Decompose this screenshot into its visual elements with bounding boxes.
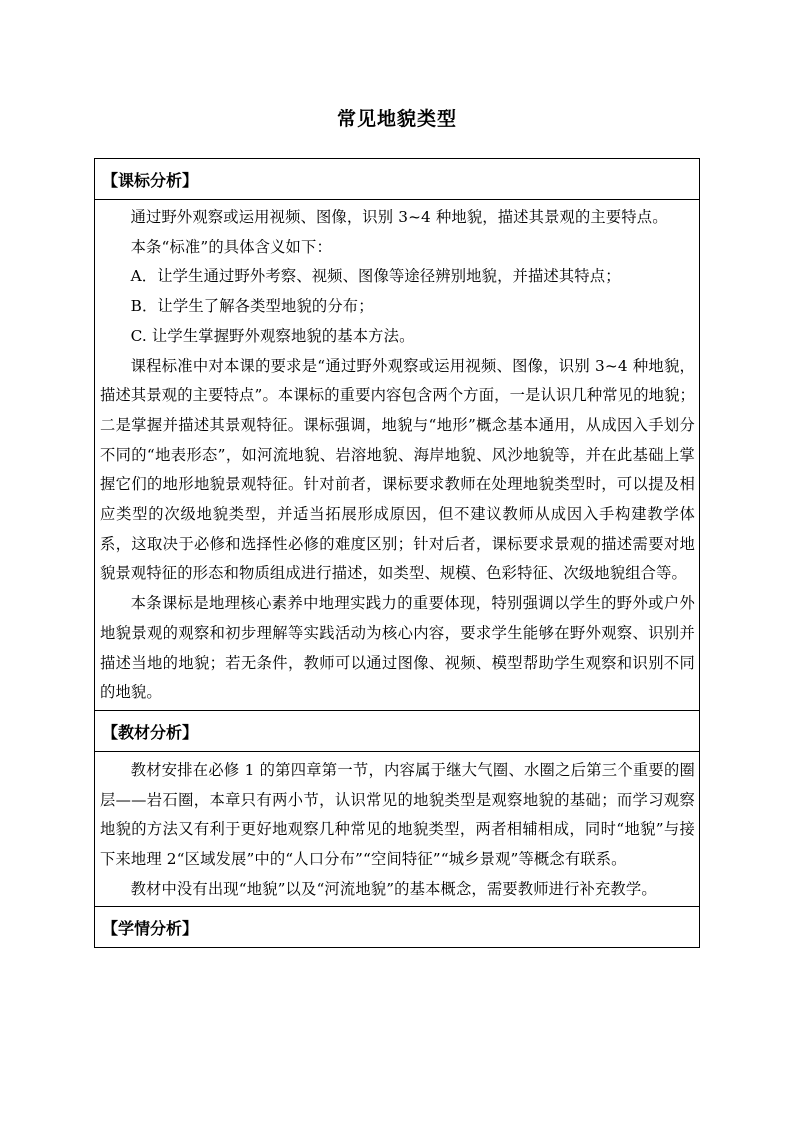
table-row: [95, 710, 700, 751]
table-row: [95, 907, 700, 948]
paragraph: 教材中没有出现“地貌”以及“河流地貌”的基本概念，需要教师进行补充教学。: [130, 879, 657, 898]
paragraph: 课程标准中对本课的要求是“通过野外观察或运用视频、图像，识别 3~4 种地貌，描述其景观的主要特点”。本课标的重要内容包含两个方面，一是认识几种常见的地貌；二是掌握并描述其景观特征。课标强调，地貌与“地形”概念基本通用，从成因入手划分不同的“地表形态”，如河流地貌、岩溶地貌、海岸地貌、风沙地貌等，并在此基础上掌握它们的地形地貌景观特征。针对前者，课标要求教师在处理地貌类型时，可以提及相应类型的次级地貌类型，并适当拓展形成原因，但不建议教师从成因入手构建教学体系，这取决于必修和选择性必修的难度区别；针对后者，课标要求景观的描述需要对地貌景观特征的形态和物质组成进行描述，如类型、规模、色彩特征、次级地貌组合等。: [100, 356, 695, 583]
section-body-curriculum: [95, 200, 700, 711]
section-heading-textbook: 【教材分析】: [95, 710, 700, 751]
lesson-analysis-table: [94, 158, 700, 948]
paragraph: C. 让学生掌握野外观察地貌的基本方法。: [130, 326, 415, 345]
paragraph: B．让学生了解各类型地貌的分布；: [130, 297, 374, 316]
page-title: 常见地貌类型: [336, 108, 457, 130]
table-row: [95, 159, 700, 200]
paragraph: A．让学生通过野外考察、视频、图像等途径辨别地貌，并描述其特点；: [130, 267, 621, 286]
table-row: [95, 751, 700, 907]
paragraph: 本条课标是地理核心素养中地理实践力的重要体现，特别强调以学生的野外或户外地貌景观的观察和初步理解等实践活动为核心内容，要求学生能够在野外观察、识别并描述当地的地貌；若无条件，教师可以通过图像、视频、模型帮助学生观察和识别不同的地貌。: [100, 594, 695, 702]
section-heading-curriculum: 【课标分析】: [95, 159, 700, 200]
section-heading-students: 【学情分析】: [95, 907, 700, 948]
paragraph: 本条“标准”的具体含义如下：: [130, 237, 332, 256]
section-body-textbook: [95, 751, 700, 907]
table-row: [95, 200, 700, 711]
paragraph: 教材安排在必修 1 的第四章第一节，内容属于继大气圈、水圈之后第三个重要的圈层——岩石圈，本章只有两小节，认识常见的地貌类型是观察地貌的基础；而学习观察地貌的方法又有利于更好地观察几种常见的地貌类型，两者相辅相成，同时“地貌”与接下来地理 2“区域发展”中的“人口分布”“空间特征”“城乡景观”等概念有联系。: [100, 760, 695, 869]
paragraph: 通过野外观察或运用视频、图像，识别 3~4 种地貌，描述其景观的主要特点。: [130, 208, 668, 226]
